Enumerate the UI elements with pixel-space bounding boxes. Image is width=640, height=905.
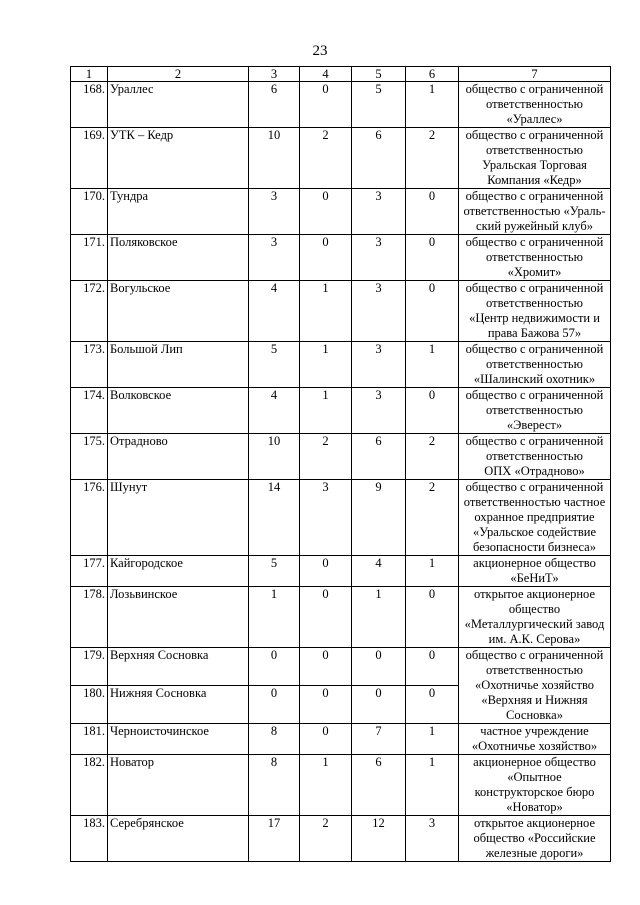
table-header-row — [71, 67, 611, 82]
value-col4: 0 — [300, 686, 352, 724]
page-number: 23 — [312, 43, 328, 59]
value-col4: 0 — [300, 724, 352, 755]
owner-organization — [459, 189, 611, 235]
value-col3: 5 — [249, 342, 300, 388]
value-col3: 17 — [249, 816, 300, 862]
value-col3: 6 — [249, 82, 300, 128]
value-col5: 4 — [352, 556, 406, 587]
value-col6: 3 — [406, 816, 459, 862]
owner-organization — [459, 587, 611, 648]
value-col4: 0 — [300, 556, 352, 587]
value-col3: 14 — [249, 480, 300, 556]
owner-text: общество с ограниченной ответственностью «Центр недвижимости и права Бажова 57» — [465, 281, 604, 340]
table-row — [71, 189, 611, 235]
value-col3: 5 — [249, 556, 300, 587]
value-col6: 0 — [406, 189, 459, 235]
value-col3: 10 — [249, 128, 300, 189]
column-header: 4 — [300, 67, 352, 82]
hunting-ground-name: Тундра — [108, 189, 249, 235]
value-col5: 9 — [352, 480, 406, 556]
value-col5: 5 — [352, 82, 406, 128]
value-col4: 2 — [300, 434, 352, 480]
value-col5: 12 — [352, 816, 406, 862]
table-row — [71, 816, 611, 862]
value-col5: 3 — [352, 189, 406, 235]
owner-organization — [459, 342, 611, 388]
value-col5: 6 — [352, 434, 406, 480]
row-number: 171. — [71, 235, 108, 281]
value-col5: 0 — [352, 686, 406, 724]
value-col3: 10 — [249, 434, 300, 480]
value-col3: 4 — [249, 388, 300, 434]
owner-organization — [459, 434, 611, 480]
owner-text: общество с ограниченной ответственностью «Шалинский охотник» — [465, 342, 604, 386]
value-col4: 0 — [300, 235, 352, 281]
value-col6: 2 — [406, 480, 459, 556]
owner-text: общество с ограниченной ответственностью ОПХ «Отрадново» — [465, 434, 604, 478]
row-number: 180. — [71, 686, 108, 724]
owner-organization — [459, 281, 611, 342]
table-row — [71, 480, 611, 556]
value-col6: 1 — [406, 724, 459, 755]
owner-text: общество с ограниченной ответственностью «Ураллес» — [465, 82, 604, 126]
row-number: 170. — [71, 189, 108, 235]
value-col5: 3 — [352, 342, 406, 388]
row-number: 181. — [71, 724, 108, 755]
value-col5: 7 — [352, 724, 406, 755]
value-col6: 2 — [406, 128, 459, 189]
column-header: 5 — [352, 67, 406, 82]
table-row — [71, 128, 611, 189]
row-number: 179. — [71, 648, 108, 686]
value-col4: 1 — [300, 342, 352, 388]
hunting-ground-name: Поляковское — [108, 235, 249, 281]
hunting-ground-name: Новатор — [108, 755, 249, 816]
hunting-ground-name: Шунут — [108, 480, 249, 556]
value-col5: 1 — [352, 587, 406, 648]
owner-organization — [459, 556, 611, 587]
owner-organization — [459, 816, 611, 862]
row-number: 178. — [71, 587, 108, 648]
column-header: 2 — [108, 67, 249, 82]
value-col3: 1 — [249, 587, 300, 648]
value-col6: 0 — [406, 648, 459, 686]
table-row — [71, 587, 611, 648]
value-col6: 0 — [406, 235, 459, 281]
hunting-ground-name: Черноисточинское — [108, 724, 249, 755]
value-col5: 3 — [352, 388, 406, 434]
column-header: 3 — [249, 67, 300, 82]
owner-text: общество с ограниченной ответственностью «Хромит» — [465, 235, 604, 279]
table-row — [71, 82, 611, 128]
value-col3: 0 — [249, 686, 300, 724]
column-header: 7 — [459, 67, 611, 82]
value-col6: 0 — [406, 686, 459, 724]
row-number: 176. — [71, 480, 108, 556]
owner-organization — [459, 128, 611, 189]
value-col6: 1 — [406, 82, 459, 128]
owner-text: общество с ограниченной ответственностью частное охранное предприятие «Уральское содействие безопасности бизнеса» — [463, 480, 606, 554]
owner-organization — [459, 724, 611, 755]
value-col6: 1 — [406, 556, 459, 587]
column-header: 6 — [406, 67, 459, 82]
value-col6: 1 — [406, 342, 459, 388]
owner-text: акционерное общество «БеНиТ» — [473, 556, 596, 585]
owner-organization — [459, 388, 611, 434]
hunting-ground-name: Вогульское — [108, 281, 249, 342]
owner-text: общество с ограниченной ответственностью «Охотничье хозяйство «Верхняя и Нижняя Сосновка» — [465, 648, 604, 722]
owner-text: открытое акционерное общество «Российские железные дороги» — [473, 816, 596, 860]
value-col4: 2 — [300, 816, 352, 862]
value-col4: 2 — [300, 128, 352, 189]
table-row — [71, 556, 611, 587]
row-number: 169. — [71, 128, 108, 189]
table-row — [71, 235, 611, 281]
value-col6: 0 — [406, 281, 459, 342]
value-col3: 8 — [249, 755, 300, 816]
hunting-grounds-table — [70, 66, 611, 862]
owner-text: общество с ограниченной ответственностью Уральская Торговая Компания «Кедр» — [465, 128, 604, 187]
hunting-ground-name: Лозьвинское — [108, 587, 249, 648]
owner-organization — [459, 755, 611, 816]
value-col4: 1 — [300, 281, 352, 342]
row-number: 172. — [71, 281, 108, 342]
value-col4: 1 — [300, 755, 352, 816]
row-number: 168. — [71, 82, 108, 128]
owner-organization — [459, 82, 611, 128]
row-number: 175. — [71, 434, 108, 480]
hunting-ground-name: Кайгородское — [108, 556, 249, 587]
value-col4: 0 — [300, 82, 352, 128]
table-row — [71, 281, 611, 342]
hunting-ground-name: УТК – Кедр — [108, 128, 249, 189]
table-row — [71, 434, 611, 480]
owner-text: частное учреждение «Охотничье хозяйство» — [471, 724, 598, 753]
row-number: 182. — [71, 755, 108, 816]
owner-organization — [459, 480, 611, 556]
table-row — [71, 388, 611, 434]
value-col3: 3 — [249, 235, 300, 281]
table-row — [71, 724, 611, 755]
hunting-ground-name: Ураллес — [108, 82, 249, 128]
row-number: 173. — [71, 342, 108, 388]
value-col5: 6 — [352, 128, 406, 189]
hunting-ground-name: Отрадново — [108, 434, 249, 480]
hunting-ground-name: Серебрянское — [108, 816, 249, 862]
value-col6: 0 — [406, 587, 459, 648]
column-header: 1 — [71, 67, 108, 82]
value-col5: 3 — [352, 281, 406, 342]
owner-organization — [459, 648, 611, 724]
row-number: 177. — [71, 556, 108, 587]
value-col5: 3 — [352, 235, 406, 281]
table-row — [71, 648, 611, 686]
row-number: 174. — [71, 388, 108, 434]
value-col4: 0 — [300, 648, 352, 686]
value-col4: 1 — [300, 388, 352, 434]
table-row — [71, 755, 611, 816]
hunting-ground-name: Большой Лип — [108, 342, 249, 388]
value-col4: 3 — [300, 480, 352, 556]
owner-organization — [459, 235, 611, 281]
value-col6: 2 — [406, 434, 459, 480]
value-col3: 0 — [249, 648, 300, 686]
owner-text: открытое акционерное общество «Металлургический завод им. А.К. Серова» — [464, 587, 605, 646]
owner-text: общество с ограниченной ответственностью «Ураль- ский ружейный клуб» — [463, 189, 606, 233]
table-row — [71, 342, 611, 388]
value-col5: 6 — [352, 755, 406, 816]
value-col6: 1 — [406, 755, 459, 816]
hunting-ground-name: Верхняя Сосновка — [108, 648, 249, 686]
value-col4: 0 — [300, 587, 352, 648]
value-col5: 0 — [352, 648, 406, 686]
owner-text: общество с ограниченной ответственностью «Эверест» — [465, 388, 604, 432]
row-number: 183. — [71, 816, 108, 862]
owner-text: акционерное общество «Опытное конструкторское бюро «Новатор» — [473, 755, 596, 814]
value-col3: 4 — [249, 281, 300, 342]
hunting-ground-name: Волковское — [108, 388, 249, 434]
value-col3: 3 — [249, 189, 300, 235]
value-col6: 0 — [406, 388, 459, 434]
value-col4: 0 — [300, 189, 352, 235]
hunting-ground-name: Нижняя Сосновка — [108, 686, 249, 724]
value-col3: 8 — [249, 724, 300, 755]
